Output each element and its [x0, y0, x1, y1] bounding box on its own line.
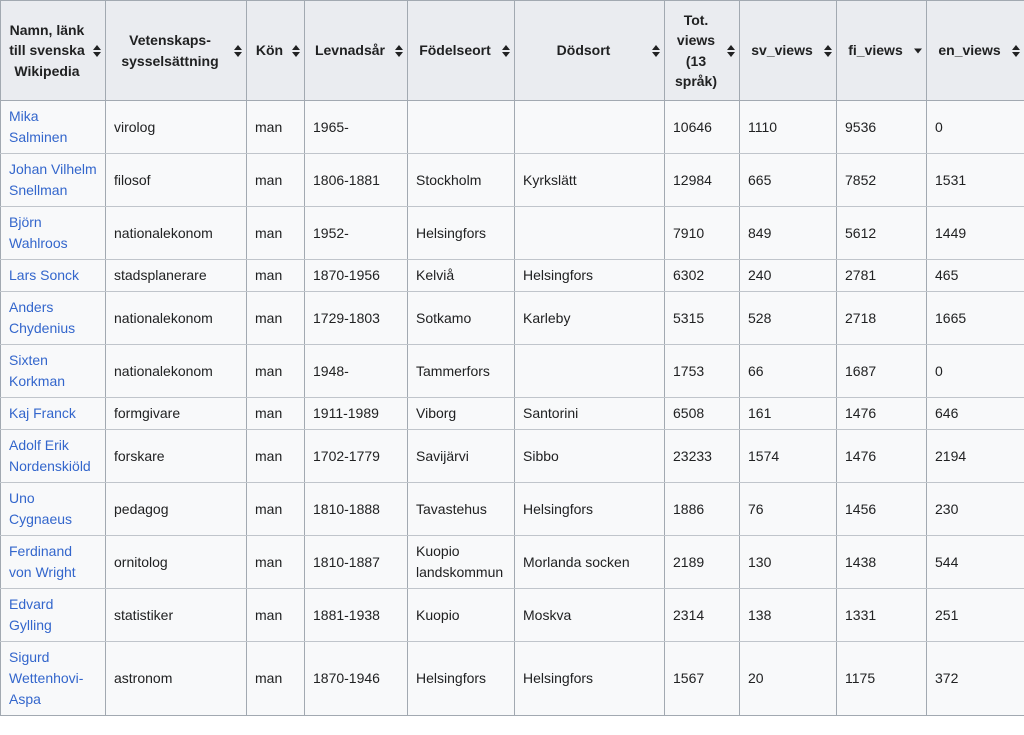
cell-deathplace: Helsingfors	[515, 642, 665, 716]
cell-en_views: 251	[927, 589, 1024, 642]
cell-birthplace: Stockholm	[408, 154, 515, 207]
cell-tot_views: 12984	[665, 154, 740, 207]
cell-en_views: 646	[927, 398, 1024, 430]
cell-occupation: statistiker	[106, 589, 247, 642]
cell-sv_views: 20	[740, 642, 837, 716]
cell-deathplace: Moskva	[515, 589, 665, 642]
cell-occupation: stadsplanerare	[106, 260, 247, 292]
cell-name	[1, 207, 106, 260]
column-header-label: fi_views	[848, 42, 903, 59]
cell-fi_views: 7852	[837, 154, 927, 207]
cell-years: 1948-	[305, 345, 408, 398]
cell-sv_views: 528	[740, 292, 837, 345]
cell-birthplace: Savijärvi	[408, 430, 515, 483]
cell-gender: man	[247, 154, 305, 207]
cell-years: 1870-1956	[305, 260, 408, 292]
table-row	[1, 398, 1024, 430]
table-row	[1, 483, 1024, 536]
cell-occupation: nationalekonom	[106, 345, 247, 398]
triangle-down	[395, 52, 403, 57]
column-header-gender[interactable]	[247, 1, 305, 101]
table-row	[1, 642, 1024, 716]
cell-name	[1, 536, 106, 589]
cell-en_views: 0	[927, 101, 1024, 154]
cell-tot_views: 2189	[665, 536, 740, 589]
wikipedia-link[interactable]: Edvard Gylling	[9, 596, 54, 634]
sort-descending-icon[interactable]	[912, 48, 923, 53]
cell-name	[1, 260, 106, 292]
sort-icon[interactable]	[91, 45, 102, 57]
cell-gender: man	[247, 589, 305, 642]
sort-icon[interactable]	[290, 45, 301, 57]
cell-tot_views: 1886	[665, 483, 740, 536]
cell-gender: man	[247, 536, 305, 589]
triangle-up	[292, 45, 300, 50]
table-row	[1, 207, 1024, 260]
cell-birthplace: Tavastehus	[408, 483, 515, 536]
cell-deathplace: Morlanda socken	[515, 536, 665, 589]
cell-fi_views: 2781	[837, 260, 927, 292]
cell-en_views: 230	[927, 483, 1024, 536]
sort-icon[interactable]	[500, 45, 511, 57]
sort-icon[interactable]	[725, 45, 736, 57]
cell-deathplace	[515, 101, 665, 154]
wikipedia-link[interactable]: Johan Vilhelm Snellman	[9, 161, 97, 199]
cell-name	[1, 154, 106, 207]
cell-name	[1, 589, 106, 642]
triangle-down	[914, 48, 922, 53]
column-header-fi-views[interactable]	[837, 1, 927, 101]
triangle-down	[93, 52, 101, 57]
cell-birthplace: Viborg	[408, 398, 515, 430]
cell-years: 1810-1888	[305, 483, 408, 536]
table-row	[1, 292, 1024, 345]
cell-gender: man	[247, 207, 305, 260]
triangle-down	[727, 52, 735, 57]
wikipedia-link[interactable]: Ferdinand von Wright	[9, 543, 76, 581]
column-header-years[interactable]	[305, 1, 408, 101]
cell-occupation: nationalekonom	[106, 292, 247, 345]
triangle-up	[502, 45, 510, 50]
sort-icon[interactable]	[1010, 45, 1021, 57]
cell-fi_views: 5612	[837, 207, 927, 260]
cell-name	[1, 345, 106, 398]
cell-years: 1911-1989	[305, 398, 408, 430]
cell-years: 1810-1887	[305, 536, 408, 589]
wikipedia-link[interactable]: Kaj Franck	[9, 405, 76, 422]
header-row	[1, 1, 1024, 101]
wikipedia-link[interactable]: Lars Sonck	[9, 267, 80, 284]
table-row	[1, 260, 1024, 292]
cell-sv_views: 76	[740, 483, 837, 536]
cell-sv_views: 1110	[740, 101, 837, 154]
cell-occupation: forskare	[106, 430, 247, 483]
cell-birthplace: Kuopio landskommun	[408, 536, 515, 589]
cell-tot_views: 2314	[665, 589, 740, 642]
cell-en_views: 465	[927, 260, 1024, 292]
cell-gender: man	[247, 430, 305, 483]
cell-sv_views: 130	[740, 536, 837, 589]
cell-occupation: pedagog	[106, 483, 247, 536]
wikipedia-link[interactable]: Sixten Korkman	[9, 352, 66, 390]
cell-sv_views: 138	[740, 589, 837, 642]
cell-birthplace: Tammerfors	[408, 345, 515, 398]
wikipedia-link[interactable]: Anders Chydenius	[9, 299, 76, 337]
table-row	[1, 101, 1024, 154]
table-row	[1, 154, 1024, 207]
cell-en_views: 544	[927, 536, 1024, 589]
cell-en_views: 0	[927, 345, 1024, 398]
triangle-up	[727, 45, 735, 50]
column-header-birthplace[interactable]	[408, 1, 515, 101]
cell-sv_views: 1574	[740, 430, 837, 483]
cell-deathplace: Karleby	[515, 292, 665, 345]
cell-deathplace: Sibbo	[515, 430, 665, 483]
cell-fi_views: 9536	[837, 101, 927, 154]
cell-tot_views: 23233	[665, 430, 740, 483]
cell-fi_views: 1456	[837, 483, 927, 536]
cell-gender: man	[247, 483, 305, 536]
triangle-up	[652, 45, 660, 50]
cell-birthplace: Kuopio	[408, 589, 515, 642]
triangle-up	[1012, 45, 1020, 50]
cell-fi_views: 1175	[837, 642, 927, 716]
cell-name	[1, 642, 106, 716]
cell-years: 1870-1946	[305, 642, 408, 716]
cell-deathplace: Santorini	[515, 398, 665, 430]
table-row	[1, 536, 1024, 589]
cell-gender: man	[247, 292, 305, 345]
cell-birthplace: Helsingfors	[408, 207, 515, 260]
column-header-label: Vetenskaps-sysselsättning	[121, 32, 219, 69]
cell-years: 1881-1938	[305, 589, 408, 642]
sort-icon[interactable]	[393, 45, 404, 57]
table-row	[1, 589, 1024, 642]
cell-gender: man	[247, 101, 305, 154]
table-row	[1, 430, 1024, 483]
cell-name	[1, 292, 106, 345]
column-header-label: Födelseort	[419, 42, 491, 59]
cell-sv_views: 849	[740, 207, 837, 260]
column-header-sv-views[interactable]	[740, 1, 837, 101]
cell-occupation: formgivare	[106, 398, 247, 430]
cell-en_views: 1531	[927, 154, 1024, 207]
cell-years: 1729-1803	[305, 292, 408, 345]
cell-tot_views: 1753	[665, 345, 740, 398]
cell-years: 1702-1779	[305, 430, 408, 483]
triangle-down	[234, 52, 242, 57]
cell-birthplace: Sotkamo	[408, 292, 515, 345]
wikipedia-link[interactable]: Adolf Erik Nordenskiöld	[9, 437, 91, 475]
cell-years: 1806-1881	[305, 154, 408, 207]
cell-deathplace: Kyrkslätt	[515, 154, 665, 207]
cell-name	[1, 101, 106, 154]
column-header-label: Levnadsår	[314, 42, 386, 59]
wikipedia-link[interactable]: Björn Wahlroos	[9, 214, 68, 252]
cell-sv_views: 66	[740, 345, 837, 398]
column-header-occupation[interactable]	[106, 1, 247, 101]
cell-en_views: 1665	[927, 292, 1024, 345]
triangle-down	[824, 52, 832, 57]
cell-years: 1965-	[305, 101, 408, 154]
cell-deathplace	[515, 207, 665, 260]
cell-tot_views: 10646	[665, 101, 740, 154]
cell-tot_views: 6302	[665, 260, 740, 292]
column-header-label: Namn, länk till svenska Wikipedia	[9, 22, 85, 79]
cell-years: 1952-	[305, 207, 408, 260]
cell-fi_views: 1476	[837, 430, 927, 483]
cell-gender: man	[247, 398, 305, 430]
column-header-label: Tot. views (13 språk)	[674, 12, 718, 89]
triangle-up	[93, 45, 101, 50]
wikipedia-link[interactable]: Mika Salminen	[9, 108, 68, 146]
cell-fi_views: 1687	[837, 345, 927, 398]
triangle-up	[824, 45, 832, 50]
cell-fi_views: 1438	[837, 536, 927, 589]
column-header-en-views[interactable]	[927, 1, 1024, 101]
wikipedia-link[interactable]: Uno Cygnaeus	[9, 490, 73, 528]
triangle-up	[395, 45, 403, 50]
cell-fi_views: 1476	[837, 398, 927, 430]
column-header-deathplace[interactable]	[515, 1, 665, 101]
sort-icon[interactable]	[822, 45, 833, 57]
cell-occupation: astronom	[106, 642, 247, 716]
table-row	[1, 345, 1024, 398]
cell-en_views: 2194	[927, 430, 1024, 483]
triangle-down	[502, 52, 510, 57]
cell-sv_views: 665	[740, 154, 837, 207]
cell-gender: man	[247, 345, 305, 398]
cell-en_views: 372	[927, 642, 1024, 716]
triangle-down	[652, 52, 660, 57]
triangle-up	[234, 45, 242, 50]
cell-occupation: ornitolog	[106, 536, 247, 589]
cell-en_views: 1449	[927, 207, 1024, 260]
column-header-tot-views[interactable]	[665, 1, 740, 101]
cell-birthplace: Kelviå	[408, 260, 515, 292]
cell-name	[1, 483, 106, 536]
cell-fi_views: 2718	[837, 292, 927, 345]
cell-occupation: nationalekonom	[106, 207, 247, 260]
cell-sv_views: 240	[740, 260, 837, 292]
cell-birthplace	[408, 101, 515, 154]
table-body	[1, 101, 1024, 716]
cell-birthplace: Helsingfors	[408, 642, 515, 716]
column-header-label: sv_views	[751, 42, 813, 59]
cell-tot_views: 6508	[665, 398, 740, 430]
cell-occupation: filosof	[106, 154, 247, 207]
cell-tot_views: 1567	[665, 642, 740, 716]
cell-deathplace: Helsingfors	[515, 260, 665, 292]
cell-deathplace: Helsingfors	[515, 483, 665, 536]
column-header-label: en_views	[938, 42, 1001, 59]
cell-fi_views: 1331	[837, 589, 927, 642]
cell-gender: man	[247, 260, 305, 292]
sort-icon[interactable]	[232, 45, 243, 57]
cell-sv_views: 161	[740, 398, 837, 430]
cell-tot_views: 5315	[665, 292, 740, 345]
column-header-label: Kön	[255, 42, 284, 59]
triangle-down	[292, 52, 300, 57]
sort-icon[interactable]	[650, 45, 661, 57]
cell-occupation: virolog	[106, 101, 247, 154]
cell-name	[1, 398, 106, 430]
cell-deathplace	[515, 345, 665, 398]
column-header-label: Dödsort	[556, 42, 611, 59]
triangle-down	[1012, 52, 1020, 57]
cell-name	[1, 430, 106, 483]
cell-tot_views: 7910	[665, 207, 740, 260]
cell-gender: man	[247, 642, 305, 716]
table-header	[1, 1, 1024, 101]
column-header-name[interactable]	[1, 1, 106, 101]
wikipedia-link[interactable]: Sigurd Wettenhovi-Aspa	[9, 649, 84, 708]
